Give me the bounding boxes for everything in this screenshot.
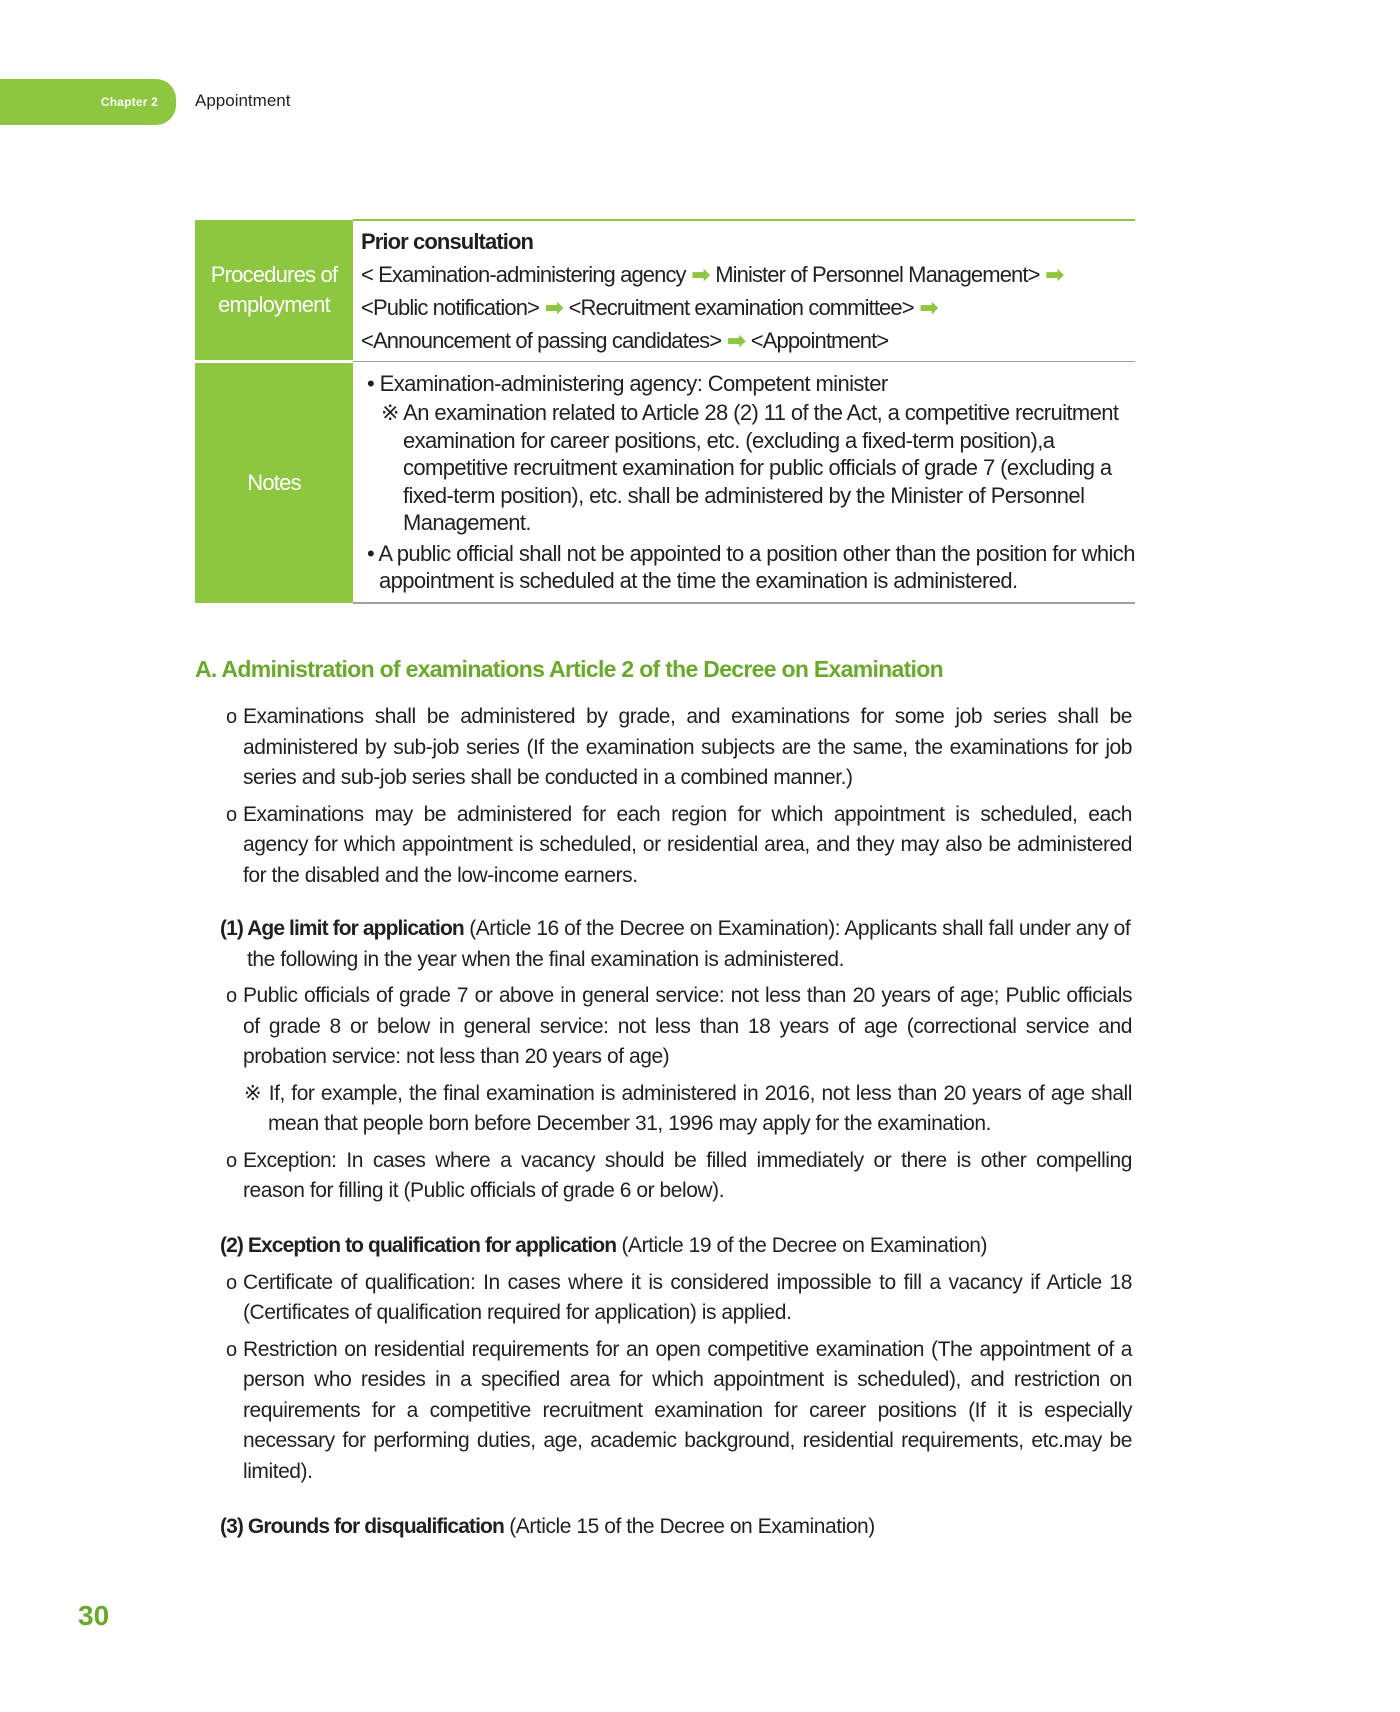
- list-item: [220, 1335, 1132, 1488]
- section-a-body: [220, 702, 1132, 897]
- paragraph-text: Restriction on residential requirements for an open competitive examination (The appointment of a person who resides in a specified area for which appointment is scheduled), and restriction on requirements for a competitive recruitment examination for career positions (If it is especially necessary for performing duties, age, academic background, residential requirements, etc.may be limited).: [243, 1337, 1132, 1483]
- note-item: • A public official shall not be appointed to a position other than the position for which appointment is scheduled at the time the examination is administered.: [367, 540, 1135, 593]
- notes-row: [195, 362, 1135, 604]
- flow-step: Minister of Personnel Management>: [715, 262, 1040, 287]
- paragraph-text: Examinations may be administered for each region for which appointment is scheduled, each agency for which appointment is scheduled, or residential area, and they may also be administered for the disabled and the low-income earners.: [243, 802, 1132, 887]
- subsection-1: [220, 914, 1132, 1213]
- procedures-title: Prior consultation: [361, 229, 534, 254]
- flow-line-3: [361, 324, 1135, 357]
- list-item: [220, 981, 1132, 1073]
- paragraph-text: Examinations shall be administered by grade, and examinations for some job series shall be administered by sub-job series (If the examination subjects are the same, the examinations for job series and sub-job series shall be conducted in a combined manner.): [243, 705, 1132, 789]
- flow-step: <Public notification>: [361, 295, 540, 320]
- paragraph-text: Exception: In cases where a vacancy should be filled immediately or there is other compelling reason for filling it (Public officials of grade 6 or below).: [243, 1148, 1132, 1202]
- bullet: o: [226, 1271, 237, 1294]
- paragraph-text: Certificate of qualification: In cases where it is considered impossible to fill a vacancy if Article 18 (Certificates of qualification required for application) is applied.: [243, 1270, 1132, 1324]
- flow-step: < Examination-administering agency: [361, 262, 686, 287]
- subsection-title: (2) Exception to qualification for application: [220, 1234, 617, 1257]
- procedures-row: [195, 220, 1135, 362]
- list-item: [220, 1268, 1132, 1329]
- reference-note: ※ If, for example, the final examination is administered in 2016, not less than 20 years of age shall mean that people born before December 31, 1996 may apply for the examination.: [244, 1081, 1132, 1135]
- bullet: o: [226, 985, 237, 1007]
- list-item: [220, 800, 1132, 892]
- right-arrow-icon: ➡: [545, 295, 563, 320]
- subsection-heading: [220, 914, 1132, 975]
- section-heading: A. Administration of examinations Article 2 of the Decree on Examination: [195, 656, 943, 682]
- subsection-heading: [220, 1231, 1132, 1262]
- procedures-table: [195, 219, 1135, 604]
- note-item: • Examination-administering agency: Competent minister: [367, 370, 888, 396]
- subsection-3: [220, 1512, 1132, 1549]
- flow-step: <Announcement of passing candidates>: [361, 328, 722, 353]
- notes-content: [353, 362, 1135, 604]
- right-arrow-icon: ➡: [919, 295, 938, 320]
- subsection-rest: (Article 16 of the Decree on Examination): Applicants shall fall under any of the following in the year when the final examination is administered.: [247, 917, 1131, 971]
- procedures-label: Procedures of employment: [195, 220, 353, 362]
- right-arrow-icon: ➡: [691, 262, 710, 287]
- right-arrow-icon: ➡: [727, 328, 745, 353]
- flow-step: <Appointment>: [750, 328, 889, 353]
- subsection-rest: (Article 15 of the Decree on Examination): [503, 1515, 875, 1538]
- flow-step: <Recruitment examination committee>: [568, 295, 914, 320]
- subsection-title: (1) Age limit for application: [220, 917, 464, 940]
- subsection-rest: (Article 19 of the Decree on Examination): [616, 1234, 988, 1257]
- list-item: [220, 1146, 1132, 1207]
- subsection-title: (3) Grounds for disqualification: [220, 1515, 504, 1538]
- note-reference: ※ An examination related to Article 28 (2) 11 of the Act, a competitive recruitment examination for career positions, etc. (excluding a fixed-term position),a competitive recruitment examination for public officials of grade 7 (excluding a fixed-term position), etc. shall be administered by the Minister of Personnel Management.: [381, 400, 1119, 535]
- right-arrow-icon: ➡: [1045, 262, 1064, 287]
- bullet: o: [226, 706, 237, 728]
- flow-line-2: [361, 291, 1135, 324]
- flow-line-1: [361, 258, 1135, 291]
- chapter-label: Chapter 2: [100, 95, 158, 109]
- page-number: 30: [78, 1600, 110, 1631]
- bullet: o: [226, 803, 237, 826]
- bullet: o: [226, 1338, 237, 1361]
- paragraph-text: Public officials of grade 7 or above in general service: not less than 20 years of age; Public officials of grade 8 or below in general service: not less than 18 years of age (correctional service and probation service: not less than 20 years of age): [243, 984, 1132, 1068]
- section-label: Appointment: [195, 91, 291, 110]
- bullet: o: [226, 1149, 237, 1172]
- subsection-heading: [220, 1512, 1132, 1543]
- list-item: [220, 702, 1132, 794]
- chapter-tab: [0, 79, 176, 125]
- subsection-2: [220, 1231, 1132, 1493]
- notes-label: Notes: [195, 362, 353, 604]
- procedures-content: [353, 220, 1135, 362]
